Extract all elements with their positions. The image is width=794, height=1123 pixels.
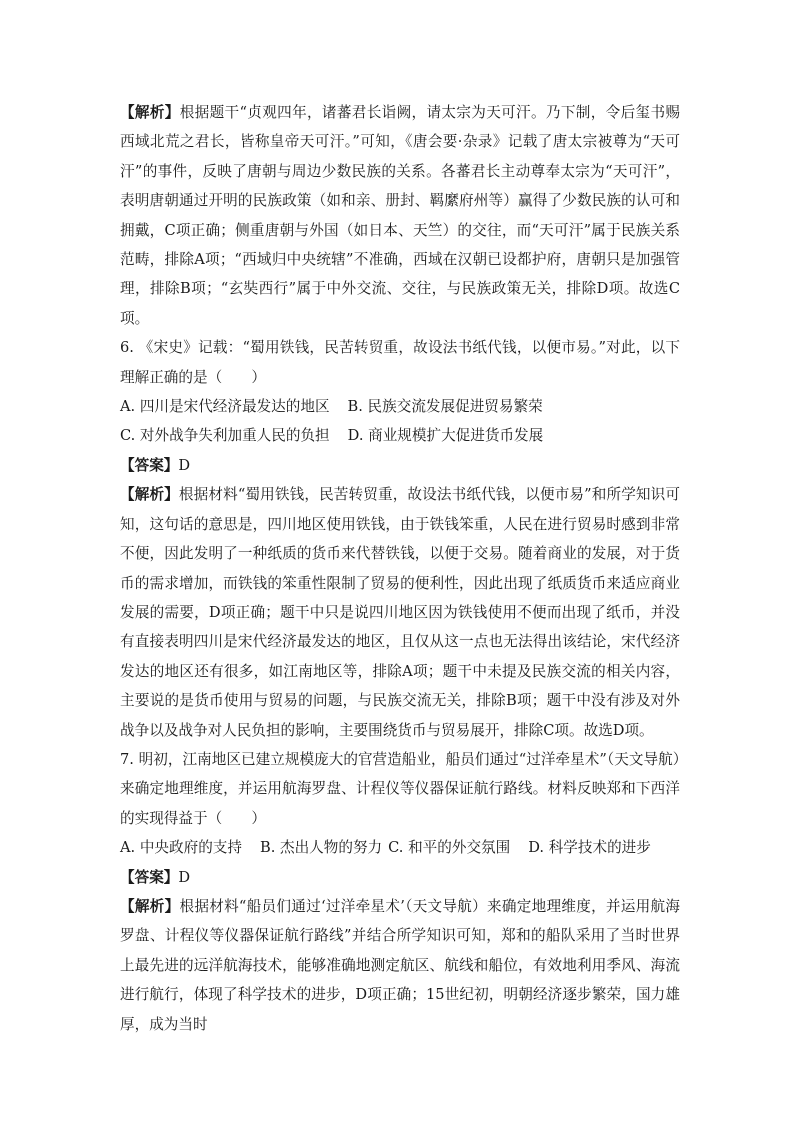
q5-analysis-text: 根据题干“贞观四年，诸蕃君长诣阙，请太宗为天可汗。乃下制，令后玺书赐西域北荒之君长，皆称皇帝天可汗。”可知，《唐会要·杂录》记载了唐太宗被尊为“天可汗”的事件，反映了唐朝与周边少数民族的关系。各蕃君长主动尊奉太宗为“天可汗”，表明唐朝通过开明的民族政策（如和亲、册封、羁縻府州等）赢得了少数民族的认可和拥戴，C项正确；侧重唐朝与外国（如日本、天竺）的交往，而“天可汗”属于民族关系范畴，排除A项；“西域归中央统辖”不准确，西域在汉朝已设都护府，唐朝只是加强管理，排除B项；“玄奘西行”属于中外交流、交往，与民族政策无关，排除D项。故选C项。 xyxy=(120,104,680,327)
q7-analysis-label: 【解析】 xyxy=(120,897,180,915)
q6-option-a: A. 四川是宋代经济最发达的地区 xyxy=(120,398,330,416)
q7-answer-label: 【答案】 xyxy=(120,868,179,886)
q7-option-b: B. 杰出人物的努力 xyxy=(259,839,383,857)
q6-option-d: D. 商业规模扩大促进货币发展 xyxy=(347,427,544,445)
q7-analysis xyxy=(120,892,680,1039)
q7-answer-value: D xyxy=(178,868,191,886)
q7-option-a: A. 中央政府的支持 xyxy=(120,839,242,857)
q6-stem: 6. 《宋史》记载：“蜀用铁钱，民苦转贸重，故设法书纸代钱，以便市易。”对此，以下理解正确的是（ ） xyxy=(120,339,680,386)
q6-answer-label: 【答案】 xyxy=(120,456,179,474)
q6-analysis-label: 【解析】 xyxy=(120,486,179,504)
q7-options-row xyxy=(120,833,680,862)
q5-analysis xyxy=(120,98,680,333)
q7-stem: 7. 明初，江南地区已建立规模庞大的官营造船业，船员们通过“过洋牵星术”（天文导航）来确定地理维度，并运用航海罗盘、计程仪等仪器保证航行路线。材料反映郑和下西洋的实现得益于（ ） xyxy=(120,750,680,827)
q6-answer xyxy=(120,451,680,480)
q6-answer-value: D xyxy=(178,456,191,474)
q6-option-b: B. 民族交流发展促进贸易繁荣 xyxy=(347,398,543,416)
q6-options-row-1 xyxy=(120,392,680,421)
q7-option-c: C. 和平的外交氛围 xyxy=(388,839,511,857)
q6-analysis xyxy=(120,480,680,745)
q7-analysis-text: 根据材料“船员们通过‘过洋牵星术’（天文导航）来确定地理维度，并运用航海罗盘、计程仪等仪器保证航行路线”并结合所学知识可知，郑和的船队采用了当时世界上最先进的远洋航海技术，能够准确地测定航区、航线和船位，有效地利用季风、海流进行航行，体现了科学技术的进步，D项正确；15世纪初，明朝经济逐步繁荣，国力雄厚，成为当时 xyxy=(120,897,680,1033)
q7-option-d: D. 科学技术的进步 xyxy=(528,839,651,857)
q6-options-row-2 xyxy=(120,421,680,450)
q7-answer xyxy=(120,863,680,892)
document-body xyxy=(120,98,680,1039)
q5-analysis-label: 【解析】 xyxy=(120,104,180,121)
q6-option-c: C. 对外战争失利加重人民的负担 xyxy=(120,427,330,445)
q6-analysis-text: 根据材料“蜀用铁钱，民苦转贸重，故设法书纸代钱，以便市易”和所学知识可知，这句话的意思是，四川地区使用铁钱，由于铁钱笨重，人民在进行贸易时感到非常不便，因此发明了一种纸质的货币来代替铁钱，以便于交易。随着商业的发展，对于货币的需求增加，而铁钱的笨重性限制了贸易的便利性，因此出现了纸质货币来适应商业发展的需要，D项正确；题干中只是说四川地区因为铁钱使用不便而出现了纸币，并没有直接表明四川是宋代经济最发达的地区，且仅从这一点也无法得出该结论，宋代经济发达的地区还有很多，如江南地区等，排除A项；题干中未提及民族交流的相关内容，主要说的是货币使用与贸易的问题，与民族交流无关，排除B项；题干中没有涉及对外战争以及战争对人民负担的影响，主要围绕货币与贸易展开，排除C项。故选D项。 xyxy=(120,486,680,739)
